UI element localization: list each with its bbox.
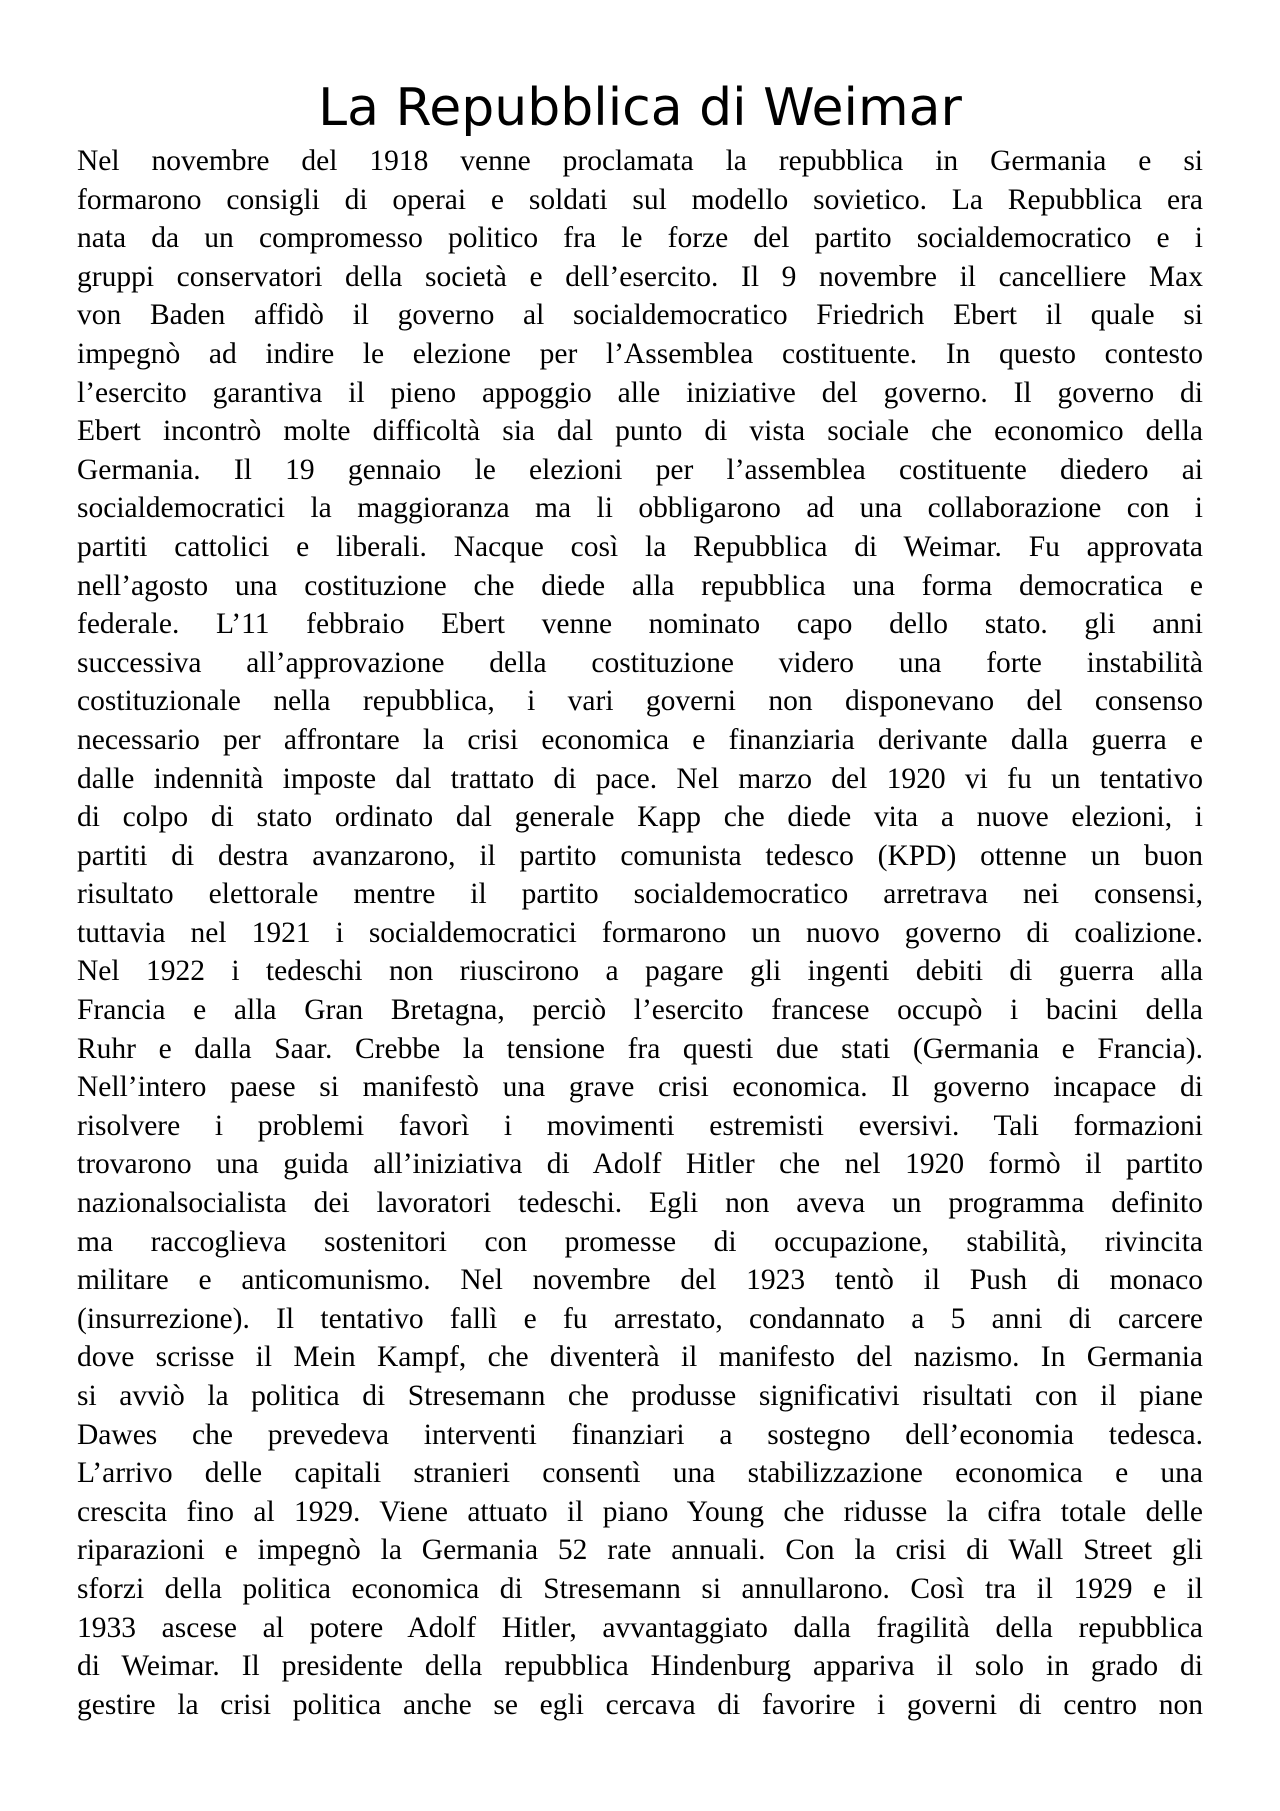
body-line: nata da un compromesso politico fra le forze del partito socialdemocratico e i xyxy=(77,222,1203,255)
body-line: socialdemocratici la maggioranza ma li obbligarono ad una collaborazione con i xyxy=(77,492,1203,525)
body-line: Germania. Il 19 gennaio le elezioni per l’assemblea costituente diedero ai xyxy=(77,453,1203,486)
body-line: formarono consigli di operai e soldati sul modello sovietico. La Repubblica era xyxy=(77,183,1203,216)
body-line: 1933 ascese al potere Adolf Hitler, avvantaggiato dalla fragilità della repubblica xyxy=(77,1611,1203,1644)
body-line: nazionalsocialista dei lavoratori tedeschi. Egli non aveva un programma definito xyxy=(77,1187,1203,1220)
body-line: dove scrisse il Mein Kampf, che diventerà il manifesto del nazismo. In Germania xyxy=(77,1341,1203,1374)
body-line: (insurrezione). Il tentativo fallì e fu arrestato, condannato a 5 anni di carcere xyxy=(77,1302,1203,1335)
body-line: di colpo di stato ordinato dal generale Kapp che diede vita a nuove elezioni, i xyxy=(77,801,1203,834)
body-line: partiti cattolici e liberali. Nacque così la Repubblica di Weimar. Fu approvata xyxy=(77,530,1203,563)
body-line: si avviò la politica di Stresemann che produsse significativi risultati con il piane xyxy=(77,1380,1203,1412)
body-line: von Baden affidò il governo al socialdemocratico Friedrich Ebert il quale si xyxy=(77,299,1203,332)
body-line: di Weimar. Il presidente della repubblica Hindenburg appariva il solo in grado di xyxy=(77,1650,1203,1683)
body-line: l’esercito garantiva il pieno appoggio alle iniziative del governo. Il governo di xyxy=(77,376,1203,409)
body-line: dalle indennità imposte dal trattato di pace. Nel marzo del 1920 vi fu un tentativo xyxy=(77,762,1203,795)
body-line: successiva all’approvazione della costituzione videro una forte instabilità xyxy=(77,646,1203,679)
body-line: Francia e alla Gran Bretagna, perciò l’esercito francese occupò i bacini della xyxy=(77,994,1203,1027)
body-line: Nell’intero paese si manifestò una grave crisi economica. Il governo incapace di xyxy=(77,1071,1203,1104)
body-line: crescita fino al 1929. Viene attuato il piano Young che ridusse la cifra totale delle xyxy=(77,1495,1203,1528)
body-line: ma raccoglieva sostenitori con promesse di occupazione, stabilità, rivincita xyxy=(77,1225,1203,1258)
body-line: riparazioni e impegnò la Germania 52 rate annuali. Con la crisi di Wall Street gli xyxy=(77,1534,1203,1567)
body-line: Nel 1922 i tedeschi non riuscirono a pagare gli ingenti debiti di guerra alla xyxy=(77,955,1203,988)
body-line: tuttavia nel 1921 i socialdemocratici formarono un nuovo governo di coalizione. xyxy=(77,916,1203,949)
body-line: Nel novembre del 1918 venne proclamata la repubblica in Germania e si xyxy=(77,145,1203,177)
body-line: necessario per affrontare la crisi economica e finanziaria derivante dalla guerra e xyxy=(77,723,1203,756)
body-line: Ebert incontrò molte difficoltà sia dal punto di vista sociale che economico della xyxy=(77,415,1203,448)
body-line: L’arrivo delle capitali stranieri consentì una stabilizzazione economica e una xyxy=(77,1457,1203,1490)
body-line: costituzionale nella repubblica, i vari governi non disponevano del consenso xyxy=(77,685,1203,718)
body-line: Ruhr e dalla Saar. Crebbe la tensione fra questi due stati (Germania e Francia). xyxy=(77,1032,1203,1065)
document-body xyxy=(77,142,1203,1782)
body-line: nell’agosto una costituzione che diede alla repubblica una forma democratica e xyxy=(77,569,1203,602)
body-line: gruppi conservatori della società e dell’esercito. Il 9 novembre il cancelliere Max xyxy=(77,260,1203,293)
body-line: trovarono una guida all’iniziativa di Adolf Hitler che nel 1920 formò il partito xyxy=(77,1148,1203,1181)
body-line: partiti di destra avanzarono, il partito comunista tedesco (KPD) ottenne un buon xyxy=(77,839,1203,872)
body-line: gestire la crisi politica anche se egli cercava di favorire i governi di centro non xyxy=(77,1688,1203,1721)
body-line: impegnò ad indire le elezione per l’Assemblea costituente. In questo contesto xyxy=(77,337,1203,370)
document-title: La Repubblica di Weimar xyxy=(318,78,962,138)
body-line: sforzi della politica economica di Stresemann si annullarono. Così tra il 1929 e il xyxy=(77,1572,1203,1605)
body-line: federale. L’11 febbraio Ebert venne nominato capo dello stato. gli anni xyxy=(77,608,1203,641)
body-line: risolvere i problemi favorì i movimenti estremisti eversivi. Tali formazioni xyxy=(77,1109,1203,1142)
body-line: Dawes che prevedeva interventi finanziari a sostegno dell’economia tedesca. xyxy=(77,1418,1203,1451)
body-line: risultato elettorale mentre il partito socialdemocratico arretrava nei consensi, xyxy=(77,878,1203,911)
body-line: militare e anticomunismo. Nel novembre del 1923 tentò il Push di monaco xyxy=(77,1264,1203,1297)
